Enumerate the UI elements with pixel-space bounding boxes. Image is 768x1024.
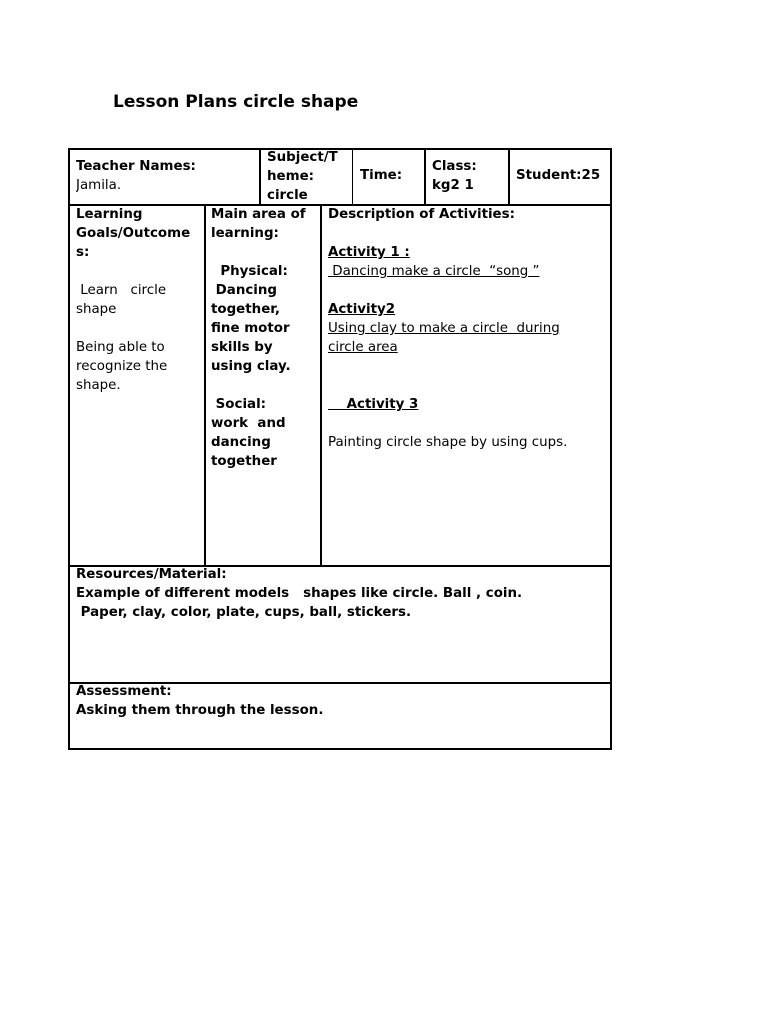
header-divider-1 (259, 148, 261, 206)
time-label: Time: (360, 168, 403, 183)
social-line-2: dancing (211, 435, 271, 450)
subject-line-3: circle (267, 188, 308, 203)
activity-3-title: Activity 3 (328, 397, 419, 412)
goals-heading-line-1: Learning (76, 207, 143, 222)
header-divider-4 (508, 148, 510, 206)
physical-line-3: fine motor (211, 321, 290, 336)
table-border-left (68, 148, 70, 750)
physical-line-4: skills by (211, 340, 273, 355)
teacher-name: Jamila. (76, 178, 122, 193)
student-label: Student:25 (516, 168, 601, 183)
physical-line-5: using clay. (211, 359, 291, 374)
teacher-cell (76, 157, 256, 195)
goals-cell (76, 205, 202, 395)
goal-2-line-2: recognize the (76, 359, 168, 374)
resources-line-2: Paper, clay, color, plate, cups, ball, stickers. (76, 605, 412, 620)
activity-1-text: Dancing make a circle “song ” (328, 264, 540, 279)
activity-1-title: Activity 1 : (328, 245, 410, 260)
class-value: kg2 1 (432, 178, 474, 193)
table-border-bottom (68, 748, 612, 750)
social-line-3: together (211, 454, 277, 469)
physical-label: Physical: (211, 264, 288, 279)
teacher-label: Teacher Names: (76, 159, 196, 174)
subject-cell (267, 148, 351, 205)
header-divider-2 (352, 148, 353, 206)
assessment-text: Asking them through the lesson. (76, 703, 324, 718)
goal-1-line-1: Learn circle (76, 283, 167, 298)
table-border-right (610, 148, 612, 750)
physical-line-1: Dancing (211, 283, 277, 298)
main-area-heading-line-2: learning: (211, 226, 279, 241)
subject-line-1: Subject/T (267, 150, 338, 165)
time-cell (360, 166, 422, 185)
subject-line-2: heme: (267, 169, 315, 184)
header-divider-3 (424, 148, 426, 206)
social-label: Social: (211, 397, 267, 412)
goal-2-line-1: Being able to (76, 340, 165, 355)
physical-line-2: together, (211, 302, 281, 317)
class-label: Class: (432, 159, 477, 174)
main-area-heading-line-1: Main area of (211, 207, 306, 222)
assessment-heading: Assessment: (76, 684, 172, 699)
resources-cell (76, 565, 608, 622)
goals-heading-line-2: Goals/Outcome (76, 226, 191, 241)
activity-2-line-1: Using clay to make a circle during (328, 321, 560, 336)
goal-2-line-3: shape. (76, 378, 121, 393)
activity-2-line-2: circle area (328, 340, 398, 355)
class-cell (432, 157, 506, 195)
goals-heading-line-3: s: (76, 245, 90, 260)
goal-1-line-2: shape (76, 302, 117, 317)
resources-heading: Resources/Material: (76, 567, 227, 582)
social-line-1: work and (211, 416, 286, 431)
main-area-cell (211, 205, 319, 471)
activity-2-title: Activity2 (328, 302, 396, 317)
activity-3-text: Painting circle shape by using cups. (328, 435, 568, 450)
assessment-cell (76, 682, 608, 720)
page-title: Lesson Plans circle shape (113, 92, 359, 112)
body-divider-2 (320, 204, 322, 566)
body-divider-1 (204, 204, 206, 566)
resources-line-1: Example of different models shapes like circle. Ball , coin. (76, 586, 523, 601)
activities-cell (328, 205, 608, 452)
activities-heading: Description of Activities: (328, 207, 515, 222)
student-cell (516, 166, 608, 185)
